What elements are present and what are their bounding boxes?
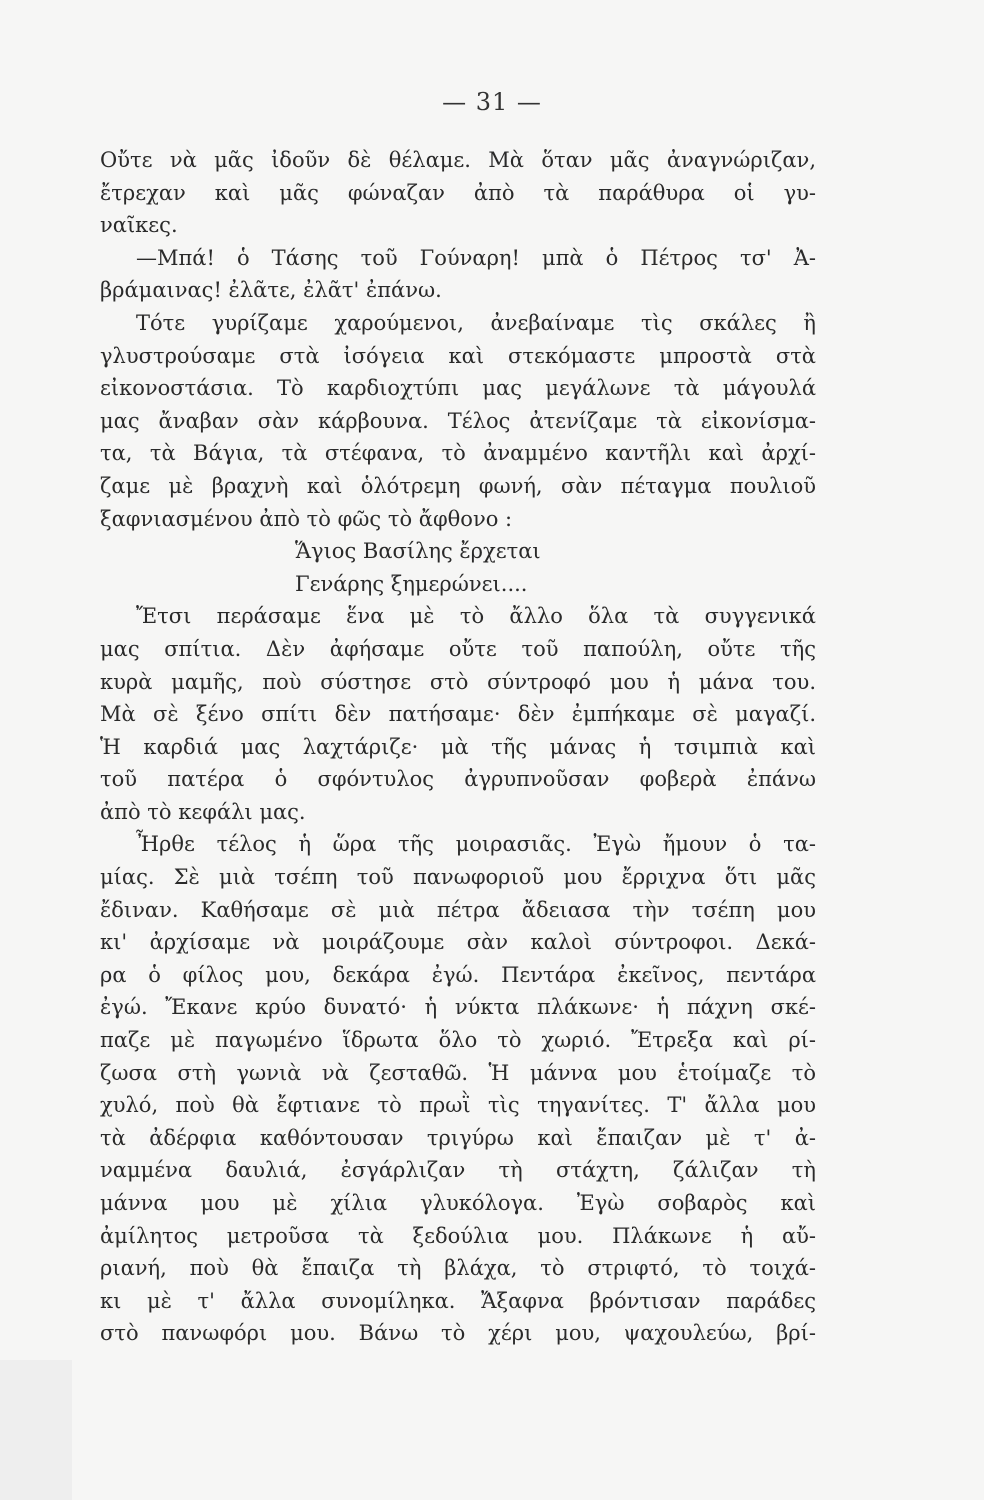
text-line: ζωσα στὴ γωνιὰ νὰ ζεσταθῶ. Ἡ μάννα μου ἑτοίμαζε τὸ [100, 1060, 816, 1085]
text-line: ἀμίλητος μετροῦσα τὰ ξεδούλια μου. Πλάκωνε ἡ αὔ- [100, 1223, 816, 1248]
text-line: κι' ἀρχίσαμε νὰ μοιράζουμε σὰν καλοὶ σύντροφοι. Δεκά- [100, 930, 816, 955]
text-line: ἔδιναν. Καθήσαμε σὲ μιὰ πέτρα ἄδειασα τὴν τσέπη μου [100, 897, 816, 922]
text-line: ξαφνιασμένου ἀπὸ τὸ φῶς τὸ ἄφθονο : [100, 506, 513, 531]
text-line: γλυστρούσαμε στὰ ἰσόγεια καὶ στεκόμαστε μπροστὰ στὰ [100, 343, 816, 368]
text-line: ἀπὸ τὸ κεφάλι μας. [100, 799, 306, 824]
text-line: ἐγώ. Ἔκανε κρύο δυνατό· ἡ νύκτα πλάκωνε· ἡ πάχνη σκέ- [100, 995, 816, 1020]
scan-margin-shade [0, 1360, 72, 1500]
text-line: παζε μὲ παγωμένο ἵδρωτα ὅλο τὸ χωριό. Ἔτρεξα καὶ ρί- [100, 1028, 816, 1053]
text-line: μας ἄναβαν σὰν κάρβουνα. Τέλος ἀτενίζαμε τὰ εἰκονίσμα- [100, 408, 816, 433]
text-line: ἔτρεχαν καὶ μᾶς φώναζαν ἀπὸ τὰ παράθυρα οἱ γυ- [100, 180, 816, 205]
text-line: τὰ ἀδέρφια καθόντουσαν τριγύρω καὶ ἔπαιζαν μὲ τ' ἀ- [100, 1125, 816, 1150]
text-line: μας σπίτια. Δὲν ἀφήσαμε οὔτε τοῦ παπούλη, οὔτε τῆς [100, 636, 816, 661]
text-line: Οὔτε νὰ μᾶς ἰδοῦν δὲ θέλαμε. Μὰ ὅταν μᾶς ἀναγνώριζαν, [100, 148, 816, 172]
text-line: κι μὲ τ' ἄλλα συνομίληκα. Ἄξαφνα βρόντισαν παράδες [100, 1288, 816, 1313]
text-line: —Μπά! ὁ Τάσης τοῦ Γούναρη! μπὰ ὁ Πέτρος τσ' Ἀ- [136, 245, 816, 270]
text-line: εἰκονοστάσια. Τὸ καρδιοχτύπι μας μεγάλωνε τὰ μάγουλά [100, 376, 816, 401]
verse-line: Γενάρης ξημερώνει.... [295, 571, 528, 596]
text-line: κυρὰ μαμῆς, ποὺ σύστησε στὸ σύντροφό μου ἡ μάνα του. [100, 669, 816, 694]
text-line: Ἔτσι περάσαμε ἕνα μὲ τὸ ἄλλο ὅλα τὰ συγγενικά [136, 604, 816, 629]
page-number: — 31 — [442, 88, 542, 116]
text-line: Ἦρθε τέλος ἡ ὥρα τῆς μοιρασιᾶς. Ἐγὼ ἤμουν ὁ τα- [136, 832, 816, 857]
text-line: ρα ὁ φίλος μου, δεκάρα ἐγώ. Πεντάρα ἐκεῖνος, πεντάρα [100, 962, 816, 987]
text-line: στὸ πανωφόρι μου. Βάνω τὸ χέρι μου, ψαχουλεύω, βρί- [100, 1321, 816, 1346]
body-text [100, 144, 816, 1350]
text-line: τοῦ πατέρα ὁ σφόντυλος ἀγρυπνοῦσαν φοβερὰ ἐπάνω [100, 767, 816, 792]
text-line: Μὰ σὲ ξένο σπίτι δὲν πατήσαμε· δὲν ἐμπήκαμε σὲ μαγαζί. [100, 702, 816, 727]
text-line: Ἡ καρδιά μας λαχτάριζε· μὰ τῆς μάνας ἡ τσιμπιὰ καὶ [100, 734, 816, 759]
text-line: μάννα μου μὲ χίλια γλυκόλογα. Ἐγὼ σοβαρὸς καὶ [100, 1191, 816, 1215]
text-line: τα, τὰ Βάγια, τὰ στέφανα, τὸ ἀναμμένο καντῆλι καὶ ἀρχί- [100, 441, 816, 466]
verse-line: Ἅγιος Βασίλης ἔρχεται [295, 539, 541, 564]
text-line: μίας. Σὲ μιὰ τσέπη τοῦ πανωφοριοῦ μου ἔρριχνα ὅτι μᾶς [100, 865, 816, 890]
text-line: χυλό, ποὺ θὰ ἔφτιανε τὸ πρωῒ τὶς τηγανίτες. Τ' ἄλλα μου [100, 1093, 816, 1118]
text-line: ναῖκες. [100, 213, 178, 238]
text-line: ναμμένα δαυλιά, ἐσγάρλιζαν τὴ στάχτη, ζάλιζαν τὴ [100, 1158, 816, 1183]
text-line: βράμαινας! ἐλᾶτε, ἐλᾶτ' ἐπάνω. [100, 278, 442, 303]
text-line: ριανή, ποὺ θὰ ἔπαιζα τὴ βλάχα, τὸ στριφτό, τὸ τοιχά- [100, 1256, 816, 1281]
text-line: ζαμε μὲ βραχνὴ καὶ ὁλότρεμη φωνή, σὰν πέταγμα πουλιοῦ [100, 473, 816, 498]
text-line: Τότε γυρίζαμε χαρούμενοι, ἀνεβαίναμε τὶς σκάλες ἢ [136, 310, 816, 335]
